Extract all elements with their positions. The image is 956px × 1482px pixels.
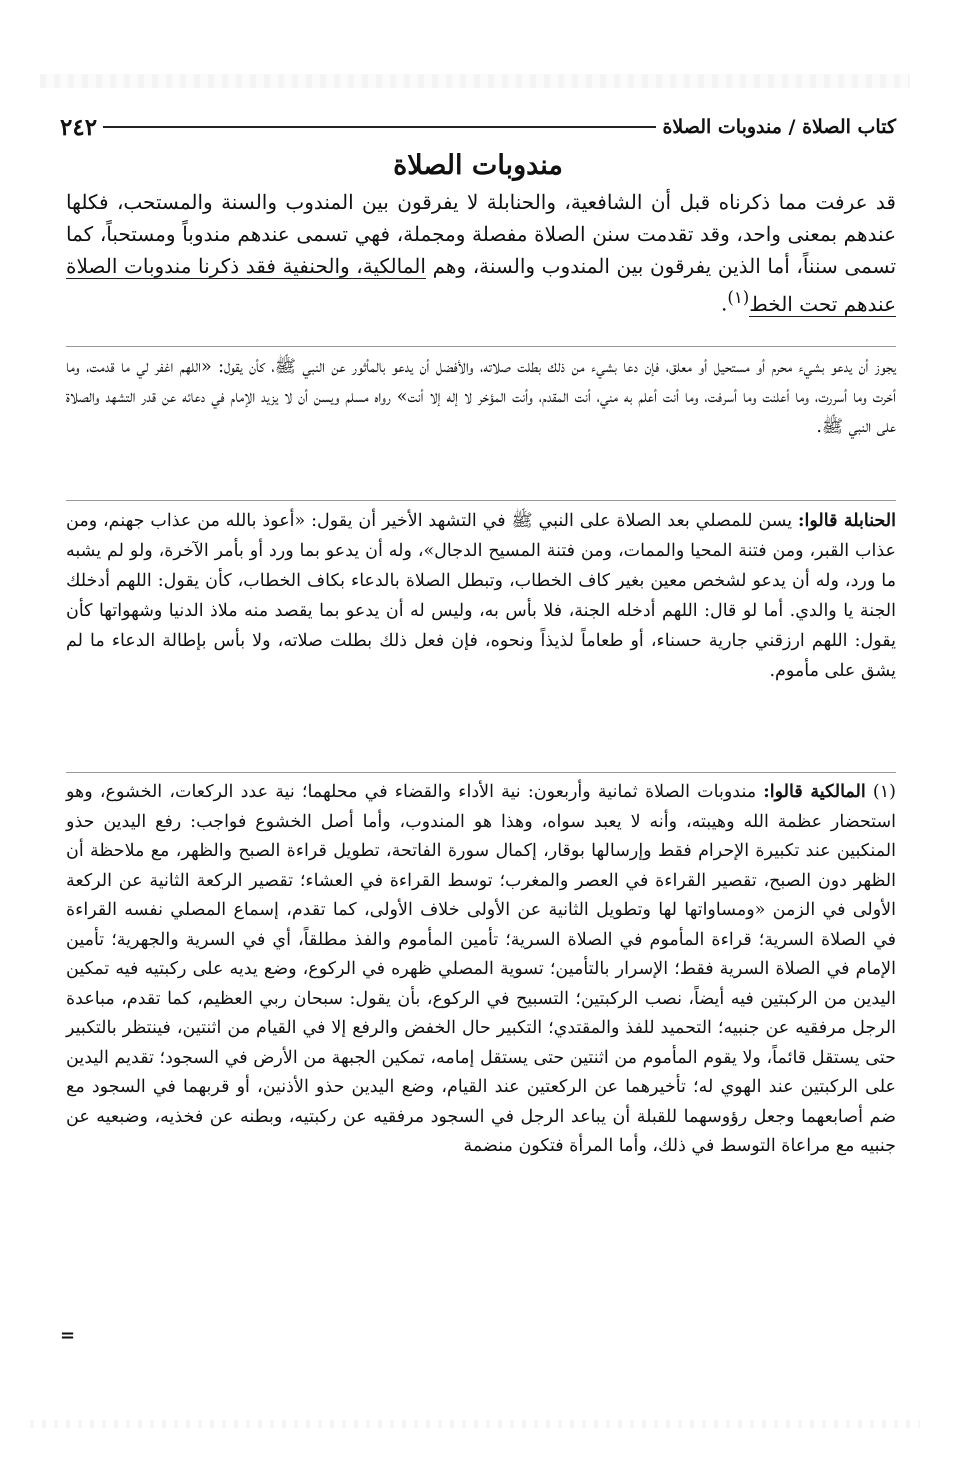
scan-noise-bottom — [30, 1420, 920, 1428]
main-text-end: . — [720, 291, 728, 316]
footnote-text: مندوبات الصلاة ثمانية وأربعون: نية الأداء والقضاء في محلهما؛ نية عدد الركعات، الخشوع، وهو استحضار عظمة الله وهيبته، وأنه لا يعبد سواه، وهذا هو المندوب، وأما أصل الخشوع فواجب: رفع اليدين حذو المنكبين عند تكبيرة الإحرام فقط وإرسالها بوقار، إكمال سورة الفاتحة، تطويل قراءة الصبح والظهر، مع ملاحظة أن الظهر دون الصبح، تقصير القراءة في العصر والمغرب؛ توسط القراءة في العشاء؛ تقصير الركعة الثانية عن الركعة الأولى في الزمن «ومساواتها لها وتطويل الثانية عن الأولى خلاف الأولى، كما تقدم، إسماع المصلي نفسه القراءة في الصلاة السرية؛ قراءة المأموم في الصلاة السرية؛ تأمين المأموم والفذ مطلقاً، أي في السرية والجهرية؛ تأمين الإمام في الصلاة السرية فقط؛ الإسرار بالتأمين؛ تسوية المصلي ظهره في الركوع، وضع يديه على ركبتيه فيه تمكين اليدين من الركبتين فيه أيضاً، نصب الركبتين؛ التسبيح في الركوع، بأن يقول: سبحان ربي العظيم، كما تقدم، مباعدة الرجل مرفقيه عن جنبيه؛ التحميد للفذ والمقتدي؛ التكبير حال الخفض والرفع إلا في القيام من اثنتين، فينتظر بالتكبير حتى يستقل قائماً، ولا يقوم المأموم من اثنتين حتى يستقل إمامه، تمكين الجبهة من الأرض في السجود؛ تقديم اليدين على الركبتين عند الهوي له؛ تأخيرهما عن الركعتين عند القيام، وضع اليدين حذو الأذنين، أو قربهما في السجود مع ضم أصابعهما وجعل رؤوسهما للقبلة أن يباعد الرجل في السجود مرفقيه عن ركبتيه، وبطنه عن فخذيه، وضبعيه عن جنبيه مع مراعاة التوسط في ذلك، وأما المرأة فتكون منضمة — [66, 782, 896, 1156]
footnote-text: يسن للمصلي بعد الصلاة على النبي ﷺ في التشهد الأخير أن يقول: «أعوذ بالله من عذاب جهنم، ومن عذاب القبر، ومن فتنة المحيا والممات، ومن فتنة المسيح الدجال»، وله أن يدعو بما ورد أو بأمر الآخرة، ولو لم يشبه ما ورد، وله أن يدعو لشخص معين بغير كاف الخطاب، وتبطل الصلاة بالدعاء بكاف الخطاب، كأن يقول: اللهم أدخلك الجنة يا والدي. أما لو قال: اللهم أدخله الجنة، فلا بأس به، وليس له أن يدعو بما يقصد منه ملاذ الدنيا وشهواتها كأن يقول: اللهم ارزقني جارية حسناء، أو طعاماً لذيذاً ونحوه، فإن فعل ذلك بطلت صلاته، ولا بأس بإطالة الدعاء ما لم يشق على مأموم. — [66, 511, 896, 681]
header-rule — [103, 126, 656, 128]
main-text-underlined: المالكية، والحنفية فقد ذكرنا مندوبات الصلاة عندهم تحت الخط — [66, 254, 896, 316]
footnote-number: (١) — [872, 782, 896, 802]
footnote-lead: المالكية قالوا: — [763, 782, 866, 802]
section-title: مندوبات الصلاة — [393, 150, 563, 181]
footnote-divider — [66, 346, 896, 347]
footnote-text: يجوز أن يدعو بشيء محرم أو مستحيل أو معلق، فإن دعا بشيء من ذلك بطلت صلاته، والأفضل أن يدعو بالمأثور عن النبي ﷺ، كأن يقول: «اللهم اغفر لي ما قدمت، وما أخرت وما أسررت، وما أعلنت وما أسرفت، وما أنت أعلم به مني، أنت المقدم، وأنت المؤخر لا إله إلا أنت» رواه مسلم ويسن أن لا يزيد الإمام في دعائه عن قدر التشهد والصلاة على النبي ﷺ. — [66, 357, 896, 437]
page-number: ٢٤٢ — [60, 113, 98, 141]
footnote-lead: الحنابلة قالوا: — [798, 511, 896, 531]
main-paragraph — [66, 186, 896, 320]
footnote-block-hanabila — [66, 506, 896, 686]
running-title: كتاب الصلاة / مندوبات الصلاة — [662, 116, 896, 138]
scan-noise-top — [40, 74, 910, 88]
footnote-divider — [66, 772, 896, 773]
page-header — [52, 112, 896, 142]
footnote-block-malikiya — [66, 778, 896, 1162]
footnote-reference: (١) — [727, 288, 750, 307]
footnote-block-shafiiya — [66, 352, 896, 442]
main-text: قد عرفت مما ذكرناه قبل أن الشافعية، والحنابلة لا يفرقون بين المندوب والسنة والمستحب، فكلها عندهم بمعنى واحد، وقد تقدمت سنن الصلاة مفصلة ومجملة، فهي تسمى عندهم مندوباً ومستحباً، كما تسمى سنناً، أما الذين يفرقون بين المندوب والسنة، وهم — [66, 190, 897, 278]
footnote-divider — [66, 500, 896, 501]
continuation-mark: = — [60, 1325, 76, 1346]
